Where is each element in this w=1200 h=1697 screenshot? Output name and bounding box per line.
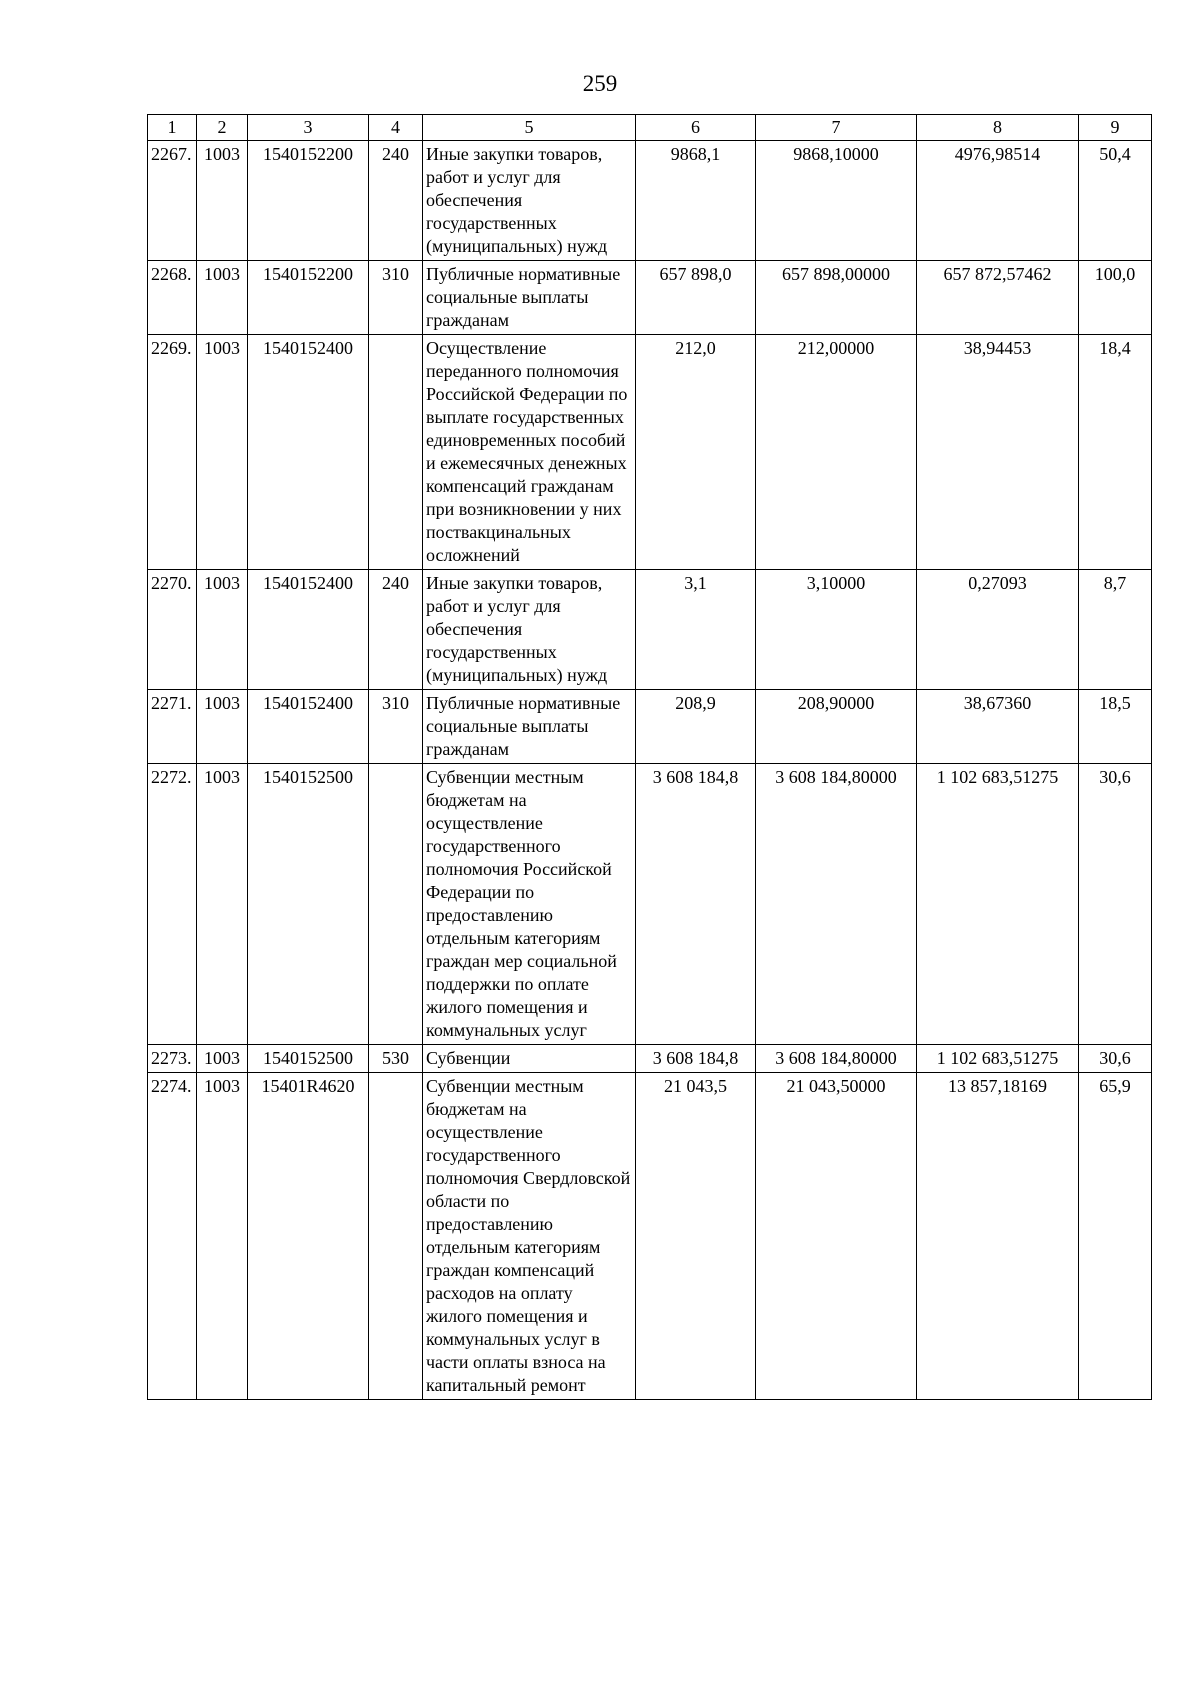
table-row xyxy=(148,1073,1152,1400)
percent-col-9: 100,0 xyxy=(1079,261,1152,335)
expense-type-code: 240 xyxy=(369,141,423,261)
item-name: Осуществление переданного полномочия Российской Федерации по выплате государственных единовременных пособий и ежемесячных денежных компенсаций гражданам при возникновении у них поствакцинальных осложнений xyxy=(423,335,636,570)
table-row xyxy=(148,690,1152,764)
row-number: 2273. xyxy=(148,1045,197,1073)
percent-col-9: 18,4 xyxy=(1079,335,1152,570)
target-article-code: 1540152200 xyxy=(248,141,369,261)
section-code: 1003 xyxy=(197,261,248,335)
value-col-8: 38,94453 xyxy=(917,335,1079,570)
expense-type-code xyxy=(369,764,423,1045)
value-col-6: 9868,1 xyxy=(636,141,756,261)
value-col-6: 3 608 184,8 xyxy=(636,1045,756,1073)
value-col-8: 4976,98514 xyxy=(917,141,1079,261)
value-col-6: 212,0 xyxy=(636,335,756,570)
item-name: Субвенции местным бюджетам на осуществление государственного полномочия Свердловской области по предоставлению отдельным категориям граждан компенсаций расходов на оплату жилого помещения и коммунальных услуг в части оплаты взноса на капитальный ремонт xyxy=(423,1073,636,1400)
target-article-code: 1540152500 xyxy=(248,764,369,1045)
budget-table xyxy=(147,114,1152,1400)
expense-type-code: 310 xyxy=(369,690,423,764)
section-code: 1003 xyxy=(197,335,248,570)
row-number: 2268. xyxy=(148,261,197,335)
column-header: 4 xyxy=(369,115,423,141)
row-number: 2272. xyxy=(148,764,197,1045)
table-row xyxy=(148,261,1152,335)
value-col-6: 21 043,5 xyxy=(636,1073,756,1400)
value-col-7: 3 608 184,80000 xyxy=(756,1045,917,1073)
value-col-6: 3 608 184,8 xyxy=(636,764,756,1045)
value-col-7: 9868,10000 xyxy=(756,141,917,261)
row-number: 2270. xyxy=(148,570,197,690)
section-code: 1003 xyxy=(197,570,248,690)
column-header: 2 xyxy=(197,115,248,141)
percent-col-9: 65,9 xyxy=(1079,1073,1152,1400)
column-header: 7 xyxy=(756,115,917,141)
column-header: 5 xyxy=(423,115,636,141)
target-article-code: 15401R4620 xyxy=(248,1073,369,1400)
expense-type-code xyxy=(369,335,423,570)
table-row xyxy=(148,1045,1152,1073)
section-code: 1003 xyxy=(197,1045,248,1073)
header-row xyxy=(148,115,1152,141)
value-col-7: 21 043,50000 xyxy=(756,1073,917,1400)
row-number: 2267. xyxy=(148,141,197,261)
section-code: 1003 xyxy=(197,1073,248,1400)
table-row xyxy=(148,570,1152,690)
value-col-7: 208,90000 xyxy=(756,690,917,764)
column-header: 1 xyxy=(148,115,197,141)
item-name: Субвенции xyxy=(423,1045,636,1073)
value-col-6: 208,9 xyxy=(636,690,756,764)
expense-type-code xyxy=(369,1073,423,1400)
section-code: 1003 xyxy=(197,690,248,764)
value-col-8: 13 857,18169 xyxy=(917,1073,1079,1400)
item-name: Иные закупки товаров, работ и услуг для обеспечения государственных (муниципальных) нужд xyxy=(423,570,636,690)
value-col-6: 657 898,0 xyxy=(636,261,756,335)
percent-col-9: 8,7 xyxy=(1079,570,1152,690)
column-header: 6 xyxy=(636,115,756,141)
value-col-8: 657 872,57462 xyxy=(917,261,1079,335)
table-row xyxy=(148,141,1152,261)
value-col-7: 212,00000 xyxy=(756,335,917,570)
section-code: 1003 xyxy=(197,764,248,1045)
value-col-8: 1 102 683,51275 xyxy=(917,764,1079,1045)
target-article-code: 1540152500 xyxy=(248,1045,369,1073)
section-code: 1003 xyxy=(197,141,248,261)
expense-type-code: 310 xyxy=(369,261,423,335)
page-number: 259 xyxy=(582,71,618,96)
target-article-code: 1540152400 xyxy=(248,570,369,690)
expense-type-code: 530 xyxy=(369,1045,423,1073)
target-article-code: 1540152400 xyxy=(248,690,369,764)
percent-col-9: 18,5 xyxy=(1079,690,1152,764)
row-number: 2274. xyxy=(148,1073,197,1400)
value-col-8: 0,27093 xyxy=(917,570,1079,690)
percent-col-9: 30,6 xyxy=(1079,764,1152,1045)
column-header: 3 xyxy=(248,115,369,141)
column-header: 8 xyxy=(917,115,1079,141)
value-col-8: 38,67360 xyxy=(917,690,1079,764)
percent-col-9: 50,4 xyxy=(1079,141,1152,261)
value-col-7: 3,10000 xyxy=(756,570,917,690)
table-row xyxy=(148,335,1152,570)
row-number: 2269. xyxy=(148,335,197,570)
expense-type-code: 240 xyxy=(369,570,423,690)
item-name: Субвенции местным бюджетам на осуществление государственного полномочия Российской Федерации по предоставлению отдельным категориям граждан мер социальной поддержки по оплате жилого помещения и коммунальных услуг xyxy=(423,764,636,1045)
value-col-7: 657 898,00000 xyxy=(756,261,917,335)
table-row xyxy=(148,764,1152,1045)
value-col-8: 1 102 683,51275 xyxy=(917,1045,1079,1073)
target-article-code: 1540152400 xyxy=(248,335,369,570)
value-col-6: 3,1 xyxy=(636,570,756,690)
item-name: Иные закупки товаров, работ и услуг для обеспечения государственных (муниципальных) нужд xyxy=(423,141,636,261)
target-article-code: 1540152200 xyxy=(248,261,369,335)
percent-col-9: 30,6 xyxy=(1079,1045,1152,1073)
row-number: 2271. xyxy=(148,690,197,764)
column-header: 9 xyxy=(1079,115,1152,141)
item-name: Публичные нормативные социальные выплаты гражданам xyxy=(423,261,636,335)
value-col-7: 3 608 184,80000 xyxy=(756,764,917,1045)
item-name: Публичные нормативные социальные выплаты гражданам xyxy=(423,690,636,764)
